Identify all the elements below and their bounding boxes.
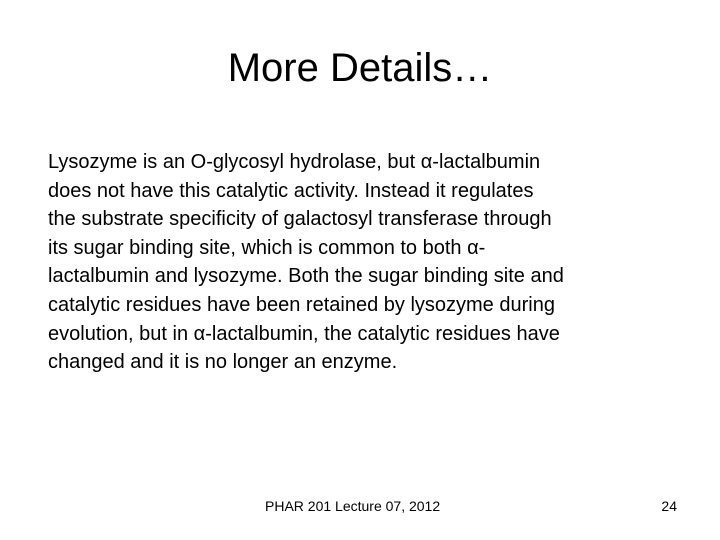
body-line: lactalbumin and lysozyme. Both the sugar binding site and [48, 265, 564, 288]
body-line: the substrate specificity of galactosyl transferase through [48, 208, 552, 231]
body-line: catalytic residues have been retained by lysozyme during [48, 293, 555, 316]
page-number: 24 [661, 498, 677, 514]
body-line: evolution, but in α-lactalbumin, the catalytic residues have [48, 322, 560, 345]
body-line: its sugar binding site, which is common to both α- [48, 236, 486, 259]
slide-footer: PHAR 201 Lecture 07, 2012 [265, 498, 441, 514]
body-line: does not have this catalytic activity. Instead it regulates [48, 179, 534, 202]
body-line: Lysozyme is an O-glycosyl hydrolase, but α-lactalbumin [48, 151, 541, 173]
slide-title: More Details… [227, 46, 493, 90]
slide-body [48, 148, 688, 377]
body-line: changed and it is no longer an enzyme. [48, 351, 398, 374]
